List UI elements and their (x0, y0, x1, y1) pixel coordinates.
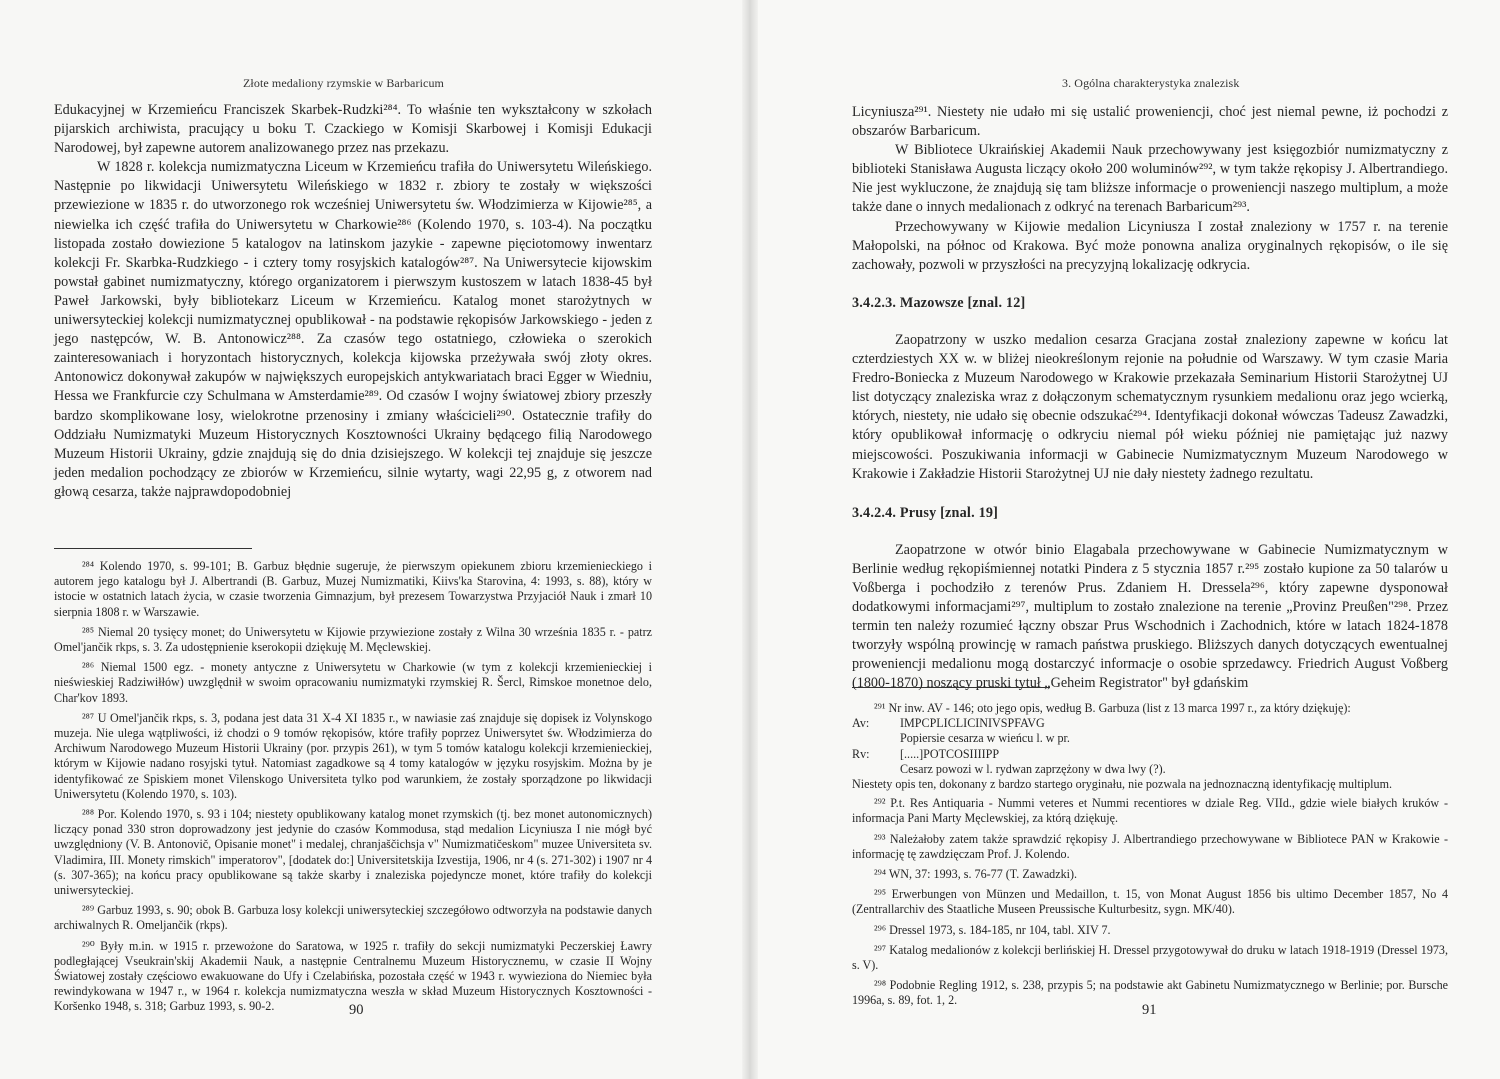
coin-obverse (852, 716, 1448, 731)
obverse-label: Av: (852, 716, 870, 731)
right-paragraph-4: Zaopatrzony w uszko medalion cesarza Gracjana został znaleziony zapewne w końcu lat czterdziestych XX w. w bliżej nieokreślonym rejonie na południe od Warszawy. W tym czasie Maria Fredro-Boniecka z Muzeum Narodowego w Krakowie przekazała Seminarium Historii Starożytnej UJ list dotyczący znaleziska wraz z dołączonym schematycznym rysunkiem medalionu oraz jego wcierką, których, niestety, nie udało się obecnie odszukać²⁹⁴. Identyfikacji dokonał wówczas Tadeusz Zawadzki, który opublikował informację o odkryciu niemal pół wieku później nie pamiętając już nazwy miejscowości. Poszukiwania informacji w Gabinecie Numizmatycznym Muzeum Narodowego w Krakowie i Zakładzie Historii Starożytnej UJ nie dały niestety żadnego rezultatu. (852, 331, 1448, 482)
coin-reverse (852, 747, 1448, 762)
right-paragraph-1: Licyniusza²⁹¹. Niestety nie udało mi się ustalić proweniencji, choć jest niemal pewne, iż pochodzi z obszarów Barbaricum. (852, 104, 1448, 140)
right-page (752, 0, 1500, 1079)
book-gutter (742, 0, 758, 1079)
running-head-right: 3. Ogólna charakterystyka znalezisk (1062, 76, 1240, 90)
right-footnotes (852, 701, 1448, 1014)
footnote-298: ²⁹⁸ Podobnie Regling 1912, s. 238, przypis 5; na podstawie akt Gabinetu Numizmatycznego w Berlinie; por. Bursche 1996a, s. 89, fot. 1, 2. (852, 978, 1448, 1008)
footnote-285: ²⁸⁵ Niemal 20 tysięcy monet; do Uniwersytetu w Kijowie przywiezione zostały z Wilna 30 września 1835 r. - patrz Omel'jančik rkps, s. 3. Za udostępnienie kserokopii dziękuję M. Męclewskiej. (54, 624, 652, 655)
obverse-description: Popiersie cesarza w wieńcu l. w pr. (900, 731, 1070, 746)
footnote-288: ²⁸⁸ Por. Kolendo 1970, s. 93 i 104; niestety opublikowany katalog monet rzymskich (tj. bez monet autonomicznych) liczący ponad 330 stron doprowadzony jest jedynie do czasów Kommodusa, stąd medalion Licyniusza I nie mógł być uwzględniony (V. B. Antonovič, Opisanie monet" i medalej, chranjaščichsja v" Numizmatičeskom" muzee Universiteta sv. Vladimira, III. Monety rimskich" imperatorov", [dodatek do:] Universitetskija Izvestija, 1906, nr 4 (s. 271-302) i 1907 nr 4 (s. 307-365); na końcu pracy opublikowane są także skarby i znaleziska pojedyncze monet, które trafiły do kolekcji uniwersyteckiej. (54, 807, 652, 898)
reverse-description: Cesarz powozi w l. rydwan zaprzężony w dwa lwy (?). (900, 761, 1166, 776)
footnote-287: ²⁸⁷ U Omel'jančik rkps, s. 3, podana jest data 31 X-4 XI 1835 r., w nawiasie zaś znajduje się dopisek iz Volynskogo muzeja. Nie ulega wątpliwości, iż chodzi o 9 tomów rękopisów, które trafiły poprzez Uniwersytet św. Włodzimierza do Archiwum Narodowego Muzeum Historii Ukrainy (por. przypis 261), w tym 5 tomów katalogu kolekcji krzemienieckiej, którym w Kijowie nadano rosyjski tytuł. Natomiast zagadkowe są 4 tomy katalogów w języku rosyjskim. Można by je identyfikować ze Spiskiem monet Vilenskogo Universiteta tylko pod warunkiem, że zostały sporządzone po likwidacji Uniwersytetu (Kolendo 1970, s. 103). (54, 710, 652, 801)
footnote-289: ²⁸⁹ Garbuz 1993, s. 90; obok B. Garbuza losy kolekcji uniwersyteckiej szczegółowo odtworzyła na podstawie danych archiwalnych R. Omeljančik (rkps). (54, 903, 652, 933)
coin-reverse-description (852, 762, 1448, 777)
right-paragraph-3: Przechowywany w Kijowie medalion Licyniusza I został znaleziony w 1757 r. na terenie Małopolski, na północ od Krakowa. Być może ponowna analiza oryginalnych rękopisów, o ile się zachowały, pozwoli w przyszłości na precyzyjną lokalizację odkrycia. (852, 218, 1448, 273)
footnote-292: ²⁹² P.t. Res Antiquaria - Nummi veteres et Nummi recentiores w dziale Reg. VIId., gdzie wiele białych kruków - informacja Pani Marty Męclewskiej, za którą dziękuję. (852, 796, 1448, 826)
footnote-294: ²⁹⁴ WN, 37: 1993, s. 76-77 (T. Zawadzki). (874, 867, 1078, 882)
left-body-text (54, 101, 652, 502)
footnote-rule-right (852, 687, 1050, 688)
reverse-label: Rv: (852, 746, 870, 761)
footnote-290: ²⁹⁰ Były m.in. w 1915 r. przewożone do Saratowa, w 1925 r. trafiły do sekcji numizmatyki Peczerskiej Ławry podległającej Vseukrain'skij Akademii Nauk, a następnie Centralnemu Muzeum Historycznemu, w czasie II Wojny Światowej zostały częściowo ewakuowane do Ufy i Czelabińska, pozostała część w 1943 r. wywieziona do Niemiec była rewindykowana w 1947 r., w 1964 r. kolekcja numizmatyczna weszła w skład Muzeum Historycznych Kosztowności - Koršenko 1948, s. 318; Garbuz 1993, s. 90-2. (54, 938, 652, 1014)
left-page (0, 0, 748, 1079)
right-paragraph-2: W Bibliotece Ukraińskiej Akademii Nauk przechowywany jest księgozbiór numizmatyczny z biblioteki Stanisława Augusta liczący około 200 woluminów²⁹², w tym także rękopisy J. Albertrandiego. Nie jest wykluczone, że znajdują się tam bliższe informacje o proweniencji naszego multiplum, a może także dane o innych medalionach z odkryć na terenach Barbaricum²⁹³. (852, 142, 1448, 216)
page-number-right: 91 (1142, 1002, 1157, 1018)
footnote-293: ²⁹³ Należałoby zatem także sprawdzić rękopisy J. Albertrandiego przechowywane w Bibliotece PAN w Krakowie - informację tę zawdzięczam Prof. J. Kolendo. (852, 831, 1448, 861)
left-footnotes (54, 559, 652, 1020)
footnote-286: ²⁸⁶ Niemal 1500 egz. - monety antyczne z Uniwersytetu w Charkowie (w tym z kolekcji krzemienieckiej i nieświeskiej Radziwiłłów) uwzględnił w swoim opracowaniu numizmatyki rzymskiej R. Šercl, Rimskoe monetnoe delo, Char'kov 1893. (54, 660, 652, 705)
footnote-284: ²⁸⁴ Kolendo 1970, s. 99-101; B. Garbuz błędnie sugeruje, że pierwszym opiekunem zbioru krzemienieckiego i autorem jego katalogu był J. Albertrandi (B. Garbuz, Muzej Numizmatiki, Kiivs'ka Starovina, 4: 1993, s. 88), który w istocie w ostatnich latach życia, w czasie tworzenia Gimnazjum, był prezesem Towarzystwa Przyjaciół Nauk i zmarł 10 sierpnia 1808 r. w Warszawie. (54, 559, 652, 619)
footnote-296: ²⁹⁶ Dressel 1973, s. 184-185, nr 104, tabl. XIV 7. (874, 922, 1111, 937)
section-heading-mazowsze: 3.4.2.3. Mazowsze [znal. 12] (852, 294, 1026, 311)
footnote-291: ²⁹¹ Nr inw. AV - 146; oto jego opis, według B. Garbuza (list z 13 marca 1997 r., za który dziękuję): (874, 701, 1351, 715)
right-body-text (852, 103, 1448, 694)
coin-obverse-description (852, 731, 1448, 746)
left-paragraph-1: Edukacyjnej w Krzemieńcu Franciszek Skarbek-Rudzki²⁸⁴. To właśnie ten wykształcony w szkołach pijarskich archiwista, pracujący u boku T. Czackiego w Komisji Skarbowej i Komisji Edukacji Narodowej, był zapewne autorem analizowanego przez nas przekazu. (54, 102, 652, 157)
footnote-rule-left (54, 548, 252, 549)
left-paragraph-2: W 1828 r. kolekcja numizmatyczna Liceum w Krzemieńcu trafiła do Uniwersytetu Wileńskiego. Następnie po likwidacji Uniwersytetu Wileńskiego w 1832 r. zbiory te zostały w większości przewiezione w 1835 r. do utworzonego rok wcześniej Uniwersytetu św. Włodzimierza w Kijowie²⁸⁵, a niewielka ich część trafiła do Uniwersytetu w Charkowie²⁸⁶ (Kolendo 1970, s. 103-4). Na początku listopada zostało dowiezione 5 katalogov na latinskom jazykie - zapewne pięciotomowy inwentarz kolekcji Fr. Skarbka-Rudzkiego - i cztery tomy rosyjskich katalogów²⁸⁷. Na Uniwersytecie kijowskim powstał gabinet numizmatyczny, którego organizatorem i pierwszym kustoszem w latach 1838-45 był Paweł Jarkowski, były bibliotekarz Liceum w Krzemieńcu. Katalog monet starożytnych w uniwersyteckiej kolekcji numizmatycznej opublikował - na podstawie rękopisów Jarkowskiego - jeden z jego następców, W. B. Antonowicz²⁸⁸. Za czasów tego ostatniego, człowieka o szerokich zainteresowaniach i horyzontach historycznych, kolekcja kijowska przeżywała swój złoty okres. Antonowicz dokonywał zakupów w największych europejskich antykwariatach braci Egger w Wiedniu, Hessa we Frankfurcie czy Schulmana w Amsterdamie²⁸⁹. Od czasów I wojny światowej zbiory przeszły bardzo skomplikowane losy, wielokrotne przenosiny i zmiany właścicieli²⁹⁰. Ostatecznie trafiły do Oddziału Numizmatyki Muzeum Historycznych Kosztowności Ukrainy będącego filią Narodowego Muzeum Historii Ukrainy, gdzie znajdują się do dnia dzisiejszego. W kolekcji tej znajduje się jeszcze jeden medalion pochodzący ze zbiorów w Krzemieńcu, silnie wytarty, wagi 22,95 g, z otworem nad głową cesarza, także najprawdopodobniej (54, 159, 652, 500)
footnote-295: ²⁹⁵ Erwerbungen von Münzen und Medaillon, t. 15, von Monat August 1856 bis ultimo December 1857, No 4 (Zentrallarchiv des Staatliche Museen Preussische Kulturbesitz, sygn. MK/40). (852, 887, 1448, 917)
page-number-left: 90 (349, 1002, 364, 1018)
footnote-291-conclusion: Niestety opis ten, dokonany z bardzo startego oryginału, nie pozwala na jednoznaczną identyfikację multiplum. (852, 777, 1393, 792)
right-paragraph-5: Zaopatrzone w otwór binio Elagabala przechowywane w Gabinecie Numizmatycznym w Berlinie według rękopiśmiennej notatki Pindera z 5 stycznia 1857 r.²⁹⁵ zostało kupione za 50 talarów u Voßberga i pochodziło z terenów Prus. Zdaniem H. Dressela²⁹⁶, który zapewne dysponował dodatkowymi informacjami²⁹⁷, multiplum to zostało znalezione na terenie „Provinz Preußen"²⁹⁸. Przez termin ten należy rozumieć łączny obszar Prus Wschodnich i Zachodnich, które w latach 1824-1878 tworzyły wspólną prowincję w ramach państwa pruskiego. Bliższych danych dotyczących ewentualnej proweniencji medalionu mogą dostarczyć informacje o osobie sprzedawcy. Friedrich August Voßberg (1800-1870) noszący pruski tytuł „Geheim Registrator" był gdańskim (852, 541, 1448, 692)
obverse-legend: IMPCPLICLICINIVSPFAVG (900, 716, 1045, 731)
footnote-297: ²⁹⁷ Katalog medalionów z kolekcji berlińskiej H. Dressel przygotowywał do druku w latach 1918-1919 (Dressel 1973, s. V). (852, 942, 1448, 973)
running-head-left: Złote medaliony rzymskie w Barbaricum (243, 76, 444, 90)
section-heading-prusy: 3.4.2.4. Prusy [znal. 19] (852, 504, 999, 521)
reverse-legend: [.....]POTCOSIIIIPP (900, 746, 1000, 761)
